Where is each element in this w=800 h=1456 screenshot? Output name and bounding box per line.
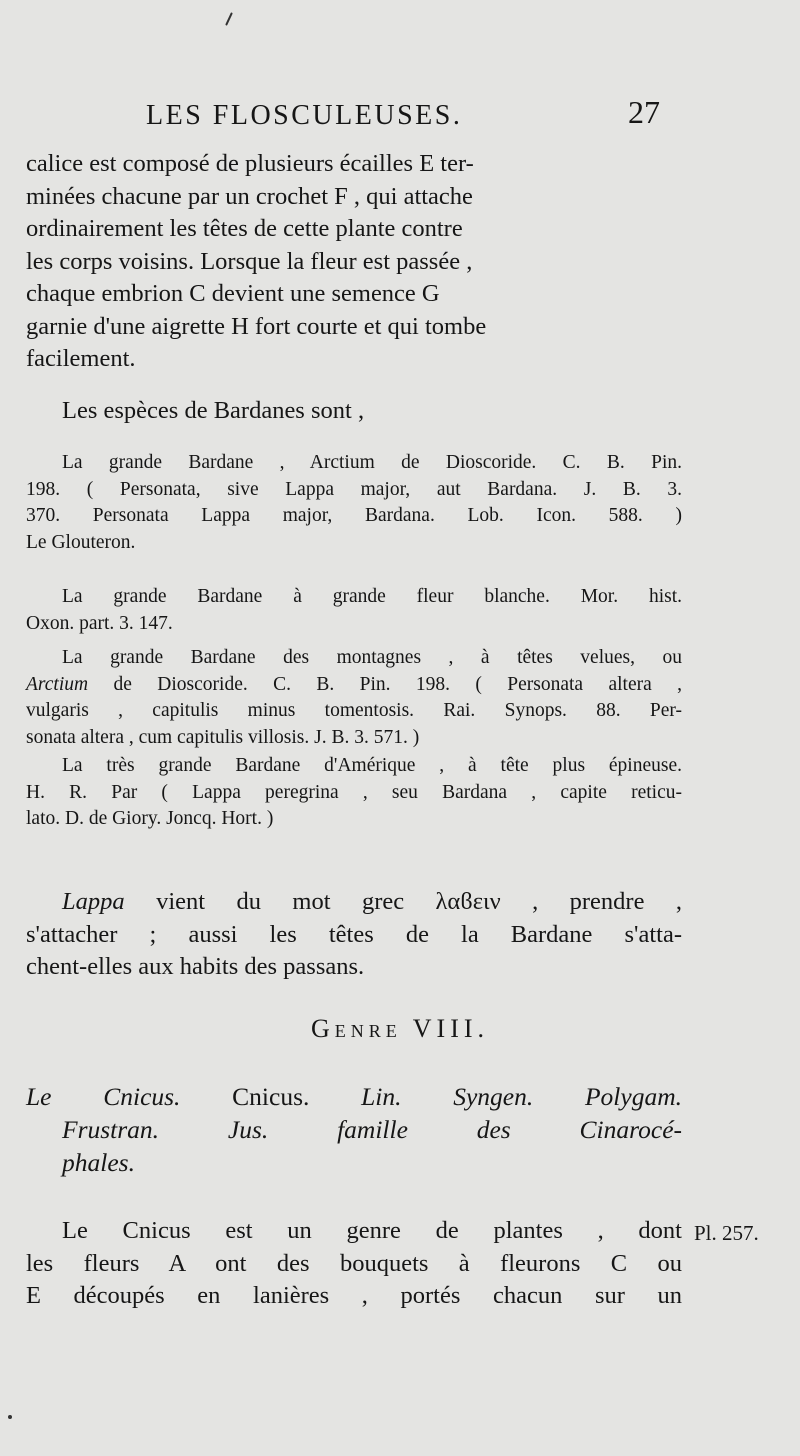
text-line: les fleurs A ont des bouquets à fleurons C ou	[26, 1249, 682, 1277]
species-entry	[26, 584, 682, 637]
text-line: Le Glouteron.	[26, 531, 136, 553]
text-line: chent-elles aux habits des passans.	[26, 953, 365, 980]
paper-speck	[225, 12, 233, 26]
text-line: garnie d'une aigrette H fort courte et qui tombe	[26, 312, 487, 340]
text-line: Lappa vient du mot grec λαϐειν , prendre ,	[62, 888, 682, 915]
genre-title	[26, 1080, 682, 1179]
text-line: Arctium de Dioscoride. C. B. Pin. 198. ( Personata altera ,	[26, 673, 683, 695]
genre-heading: Genre VIII.	[310, 1014, 490, 1043]
species-entry	[26, 645, 682, 751]
text-line: facilement.	[26, 345, 136, 372]
text-line: Oxon. part. 3. 147.	[26, 612, 173, 634]
plate-reference: Pl. 257.	[694, 1221, 759, 1245]
text-line: H. R. Par ( Lappa peregrina , seu Bardana , capite reticu-	[26, 781, 682, 803]
running-title: LES FLOSCULEUSES.	[146, 100, 463, 131]
text-line: phales.	[62, 1148, 135, 1177]
paragraph-cnicus	[26, 1215, 682, 1313]
text-line: Frustran. Jus. famille des Cinarocé-	[62, 1115, 682, 1144]
text-line: Le Cnicus. Cnicus. Lin. Syngen. Polygam.	[26, 1082, 682, 1111]
text-line: ordinairement les têtes de cette plante contre	[26, 215, 463, 242]
species-heading: Les espèces de Bardanes sont ,	[62, 397, 365, 424]
text-line: calice est composé de plusieurs écailles E ter-	[26, 150, 474, 177]
species-entry	[26, 450, 682, 556]
italic-word: Arctium	[26, 673, 89, 695]
text-line: La grande Bardane des montagnes , à têtes velues, ou	[62, 647, 682, 668]
page-header	[0, 94, 800, 144]
paragraph-lappa	[26, 886, 682, 984]
text-line: chaque embrion C devient une semence G	[26, 280, 440, 307]
text-line: 198. ( Personata, sive Lappa major, aut Bardana. J. B. 3.	[26, 478, 682, 500]
text-line: La grande Bardane , Arctium de Dioscoride. C. B. Pin.	[62, 452, 682, 473]
text-line: lato. D. de Giory. Joncq. Hort. )	[26, 808, 274, 829]
text-line: E découpés en lanières , portés chacun sur un	[26, 1282, 682, 1309]
text-line: minées chacune par un crochet F , qui attache	[26, 182, 473, 210]
italic-word: Lappa	[62, 888, 125, 915]
page-number: 27	[628, 94, 660, 130]
text-line: vulgaris , capitulis minus tomentosis. Rai. Synops. 88. Per-	[26, 700, 682, 721]
text-line: s'attacher ; aussi les têtes de la Bardane s'atta-	[26, 920, 682, 948]
text-line: sonata altera , cum capitulis villosis. J. B. 3. 571. )	[26, 726, 420, 748]
paragraph-calice	[26, 148, 682, 376]
text-line: La grande Bardane à grande fleur blanche. Mor. hist.	[62, 586, 682, 607]
species-entry	[26, 753, 682, 833]
text-line: Le Cnicus est un genre de plantes , dont	[62, 1217, 682, 1244]
text-line: La très grande Bardane d'Amérique , à tête plus épineuse.	[62, 755, 682, 776]
text-line: les corps voisins. Lorsque la fleur est passée ,	[26, 247, 473, 275]
paper-speck	[8, 1415, 12, 1419]
text-line: 370. Personata Lappa major, Bardana. Lob. Icon. 588. )	[26, 505, 682, 526]
